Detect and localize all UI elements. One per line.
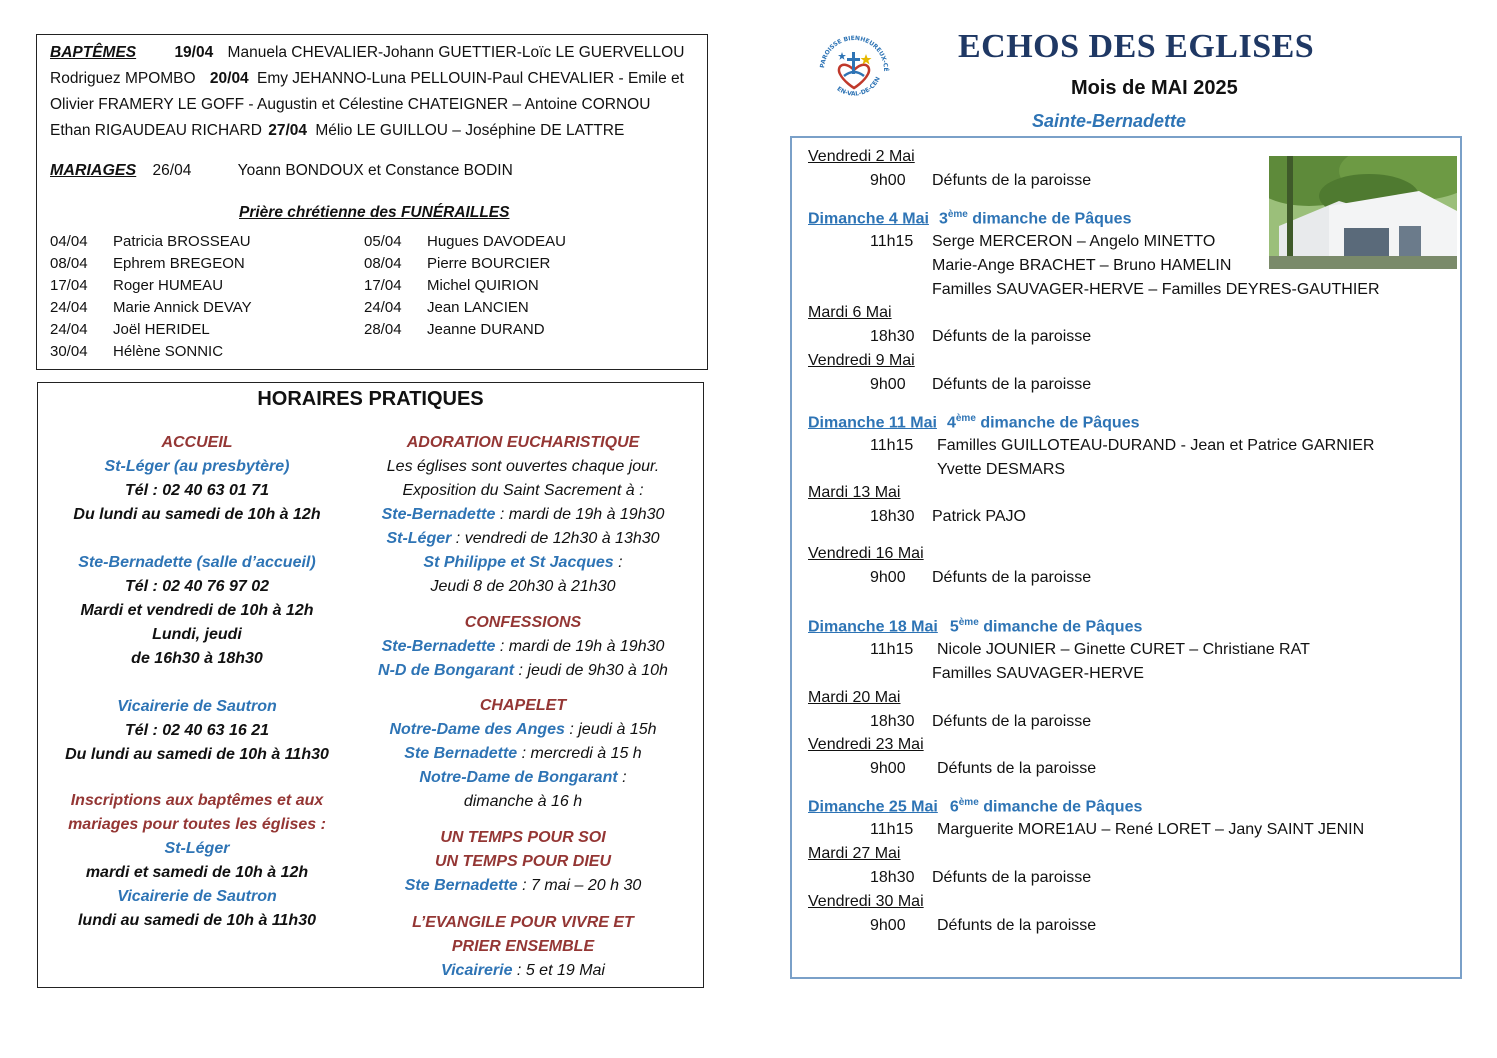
accueil-stbern-h1: Mardi et vendredi de 10h à 12h xyxy=(80,602,314,619)
mass-tue-27 xyxy=(870,869,1091,887)
day-label: Vendredi 30 Mai xyxy=(808,893,924,910)
funeral-date: 08/04 xyxy=(50,255,88,272)
mariages-line xyxy=(50,162,513,180)
funeral-name: Pierre BOURCIER xyxy=(427,255,551,272)
adoration-l2: Exposition du Saint Sacrement à : xyxy=(402,482,644,499)
chapelet-ndb-hours: dimanche à 16 h xyxy=(463,793,583,810)
accueil-stleger-hours: Du lundi au samedi de 10h à 12h xyxy=(73,506,321,523)
sunday-ordinal-suffix: ème xyxy=(955,413,976,424)
mass-time: 9h00 xyxy=(870,172,906,189)
day-label: Vendredi 9 Mai xyxy=(808,352,915,369)
day-fri-16 xyxy=(808,545,924,563)
day-sun-18 xyxy=(808,617,1142,636)
funeral-row xyxy=(50,231,252,253)
funeral-name: Hélène SONNIC xyxy=(113,343,224,360)
day-label: Dimanche 4 Mai xyxy=(808,210,929,228)
funeral-date: 17/04 xyxy=(364,277,402,294)
accueil-title: ACCUEIL xyxy=(161,434,233,451)
baptemes-line-4 xyxy=(50,122,624,140)
adoration-sl: St-Léger xyxy=(386,530,452,547)
mass-intention: Défunts de la paroisse xyxy=(932,376,1092,393)
accueil-stbern: Ste-Bernadette (salle d’accueil) xyxy=(78,554,316,571)
mass-sun-25 xyxy=(870,821,1364,839)
day-label: Mardi 13 Mai xyxy=(808,484,901,501)
mass-intention: Défunts de la paroisse xyxy=(932,569,1092,586)
baptemes-names: Manuela CHEVALIER-Johann GUETTIER-Loïc LE GUERVELLOU xyxy=(227,44,685,61)
inscriptions-stleger-h: mardi et samedi de 10h à 12h xyxy=(85,864,309,881)
chapelet-nda: Notre-Dame des Anges xyxy=(389,721,565,738)
adoration-l1: Les églises sont ouvertes chaque jour. xyxy=(386,458,660,475)
mass-intention: Familles GUILLOTEAU-DURAND - Jean et Patrice GARNIER xyxy=(937,437,1375,454)
accueil-stbern-h2: Lundi, jeudi xyxy=(152,626,242,643)
sunday-label: dimanche de Pâques xyxy=(978,798,1143,816)
funerailles-title: Prière chrétienne des FUNÉRAILLES xyxy=(239,204,510,221)
accueil-stleger-tel: Tél : 02 40 63 01 71 xyxy=(124,482,270,499)
mass-intention: Défunts de la paroisse xyxy=(937,917,1097,934)
day-sun-25 xyxy=(808,797,1142,816)
baptemes-pre: Rodriguez MPOMBO xyxy=(50,70,196,87)
evangile-vic: Vicairerie xyxy=(441,962,513,979)
evangile-t1: L’EVANGILE POUR VIVRE ET xyxy=(412,914,634,931)
chapelet-ndb: Notre-Dame de Bongarant xyxy=(419,769,618,786)
mass-intention-cont: Familles SAUVAGER-HERVE – Familles DEYRES-GAUTHIER xyxy=(932,281,1380,298)
funeral-row xyxy=(50,341,252,363)
mass-sun-18 xyxy=(870,641,1310,659)
funerailles-col-1 xyxy=(50,231,252,363)
day-tue-13 xyxy=(808,484,900,502)
mass-time: 18h30 xyxy=(870,869,915,886)
mass-tue-6 xyxy=(870,328,1091,346)
funeral-row xyxy=(364,319,566,341)
adoration-sb: Ste-Bernadette xyxy=(381,506,496,523)
sunday-ordinal: 5 xyxy=(949,618,959,636)
bulletin-title: ECHOS DES EGLISES xyxy=(958,28,1315,65)
sunday-label: dimanche de Pâques xyxy=(978,618,1143,636)
inscriptions-l2: mariages pour toutes les églises : xyxy=(68,816,326,833)
funeral-date: 08/04 xyxy=(364,255,402,272)
confessions-title: CONFESSIONS xyxy=(464,614,582,631)
funeral-row xyxy=(364,297,566,319)
sacraments-box xyxy=(36,34,708,370)
baptemes-date: 27/04 xyxy=(268,122,307,139)
accueil-vic-tel: Tél : 02 40 63 16 21 xyxy=(124,722,270,739)
mass-fri-16 xyxy=(870,569,1091,587)
baptemes-pre: Ethan RIGAUDEAU RICHARD xyxy=(50,122,262,139)
confessions-sb-time: : mardi de 19h à 19h30 xyxy=(495,638,665,655)
accueil-section xyxy=(42,431,352,933)
adoration-sb-time: : mardi de 19h à 19h30 xyxy=(495,506,665,523)
mass-intention: Défunts de la paroisse xyxy=(932,713,1092,730)
church-name: Sainte-Bernadette xyxy=(1032,111,1187,131)
day-label: Mardi 20 Mai xyxy=(808,689,901,706)
mass-intention: Défunts de la paroisse xyxy=(937,760,1097,777)
funeral-name: Ephrem BREGEON xyxy=(113,255,245,272)
day-label: Dimanche 25 Mai xyxy=(808,798,938,816)
sunday-ordinal-suffix: ème xyxy=(958,617,979,628)
mass-sun-11 xyxy=(870,437,1374,455)
adoration-title: ADORATION EUCHARISTIQUE xyxy=(406,434,640,451)
sunday-ordinal: 4 xyxy=(946,414,956,432)
mass-sun-4 xyxy=(870,233,1215,251)
chapelet-ndb-colon: : xyxy=(617,769,627,786)
sunday-ordinal-suffix: ème xyxy=(947,209,968,220)
sunday-label: dimanche de Pâques xyxy=(967,210,1132,228)
horaires-title: HORAIRES PRATIQUES xyxy=(257,388,484,410)
baptemes-date: 19/04 xyxy=(174,44,214,61)
day-label: Vendredi 23 Mai xyxy=(808,736,924,753)
mass-time: 18h30 xyxy=(870,508,915,525)
adoration-sp-hours: Jeudi 8 de 20h30 à 21h30 xyxy=(430,578,616,595)
parish-logo xyxy=(814,28,894,108)
funeral-row xyxy=(50,319,252,341)
day-sun-4 xyxy=(808,209,1131,228)
funeral-date: 04/04 xyxy=(50,233,88,250)
chapelet-sb: Ste Bernadette xyxy=(404,745,518,762)
mariages-names: Yoann BONDOUX et Constance BODIN xyxy=(237,162,513,179)
mass-time: 9h00 xyxy=(870,760,906,777)
inscriptions-vic-h: lundi au samedi de 10h à 11h30 xyxy=(77,912,316,929)
sunday-ordinal: 3 xyxy=(938,210,948,228)
mass-intention: Défunts de la paroisse xyxy=(932,172,1092,189)
funeral-name: Joël HERIDEL xyxy=(113,321,210,338)
sunday-label: dimanche de Pâques xyxy=(975,414,1140,432)
inscriptions-vic: Vicairerie de Sautron xyxy=(117,888,277,905)
evangile-vic-time: : 5 et 19 Mai xyxy=(512,962,605,979)
funeral-row xyxy=(364,275,566,297)
funeral-date: 28/04 xyxy=(364,321,402,338)
confessions-nd: N-D de Bongarant xyxy=(378,662,515,679)
bulletin-subtitle: Mois de MAI 2025 xyxy=(1071,77,1238,99)
funeral-name: Jean LANCIEN xyxy=(427,299,529,316)
chapelet-sb-time: : mercredi à 15 h xyxy=(517,745,642,762)
temps-sb-time: : 7 mai – 20 h 30 xyxy=(517,877,642,894)
day-sun-11 xyxy=(808,413,1139,432)
church-photo-image xyxy=(1269,156,1457,269)
chapelet-title: CHAPELET xyxy=(479,697,567,714)
funeral-date: 05/04 xyxy=(364,233,402,250)
sunday-ordinal: 6 xyxy=(949,798,959,816)
mass-tue-13 xyxy=(870,508,1026,526)
baptemes-names: Emy JEHANNO-Luna PELLOUIN-Paul CHEVALIER - Emile et xyxy=(257,70,684,87)
day-label: Dimanche 11 Mai xyxy=(808,414,937,432)
mass-time: 9h00 xyxy=(870,917,906,934)
mass-intention-cont: Familles SAUVAGER-HERVE xyxy=(932,665,1144,682)
adoration-sl-time: : vendredi de 12h30 à 13h30 xyxy=(451,530,660,547)
mass-fri-9 xyxy=(870,376,1091,394)
funeral-name: Michel QUIRION xyxy=(427,277,539,294)
confessions-nd-time: : jeudi de 9h30 à 10h xyxy=(514,662,668,679)
day-label: Mardi 6 Mai xyxy=(808,304,892,321)
funeral-row xyxy=(364,253,566,275)
confessions-sb: Ste-Bernadette xyxy=(381,638,496,655)
funeral-name: Jeanne DURAND xyxy=(427,321,545,338)
funeral-name: Patricia BROSSEAU xyxy=(113,233,251,250)
mass-fri-2 xyxy=(870,172,1091,190)
funeral-row xyxy=(50,275,252,297)
day-fri-2 xyxy=(808,148,915,166)
funeral-name: Roger HUMEAU xyxy=(113,277,224,294)
svg-text:EN-VAL-DE-CENS: EN-VAL-DE-CEN xyxy=(835,75,882,98)
day-fri-23 xyxy=(808,736,924,754)
baptemes-names: Mélio LE GUILLOU – Joséphine DE LATTRE xyxy=(315,122,625,139)
baptemes-line-2 xyxy=(50,70,684,88)
adoration-sp-colon: : xyxy=(613,554,623,571)
adoration-section xyxy=(367,431,679,983)
funeral-date: 24/04 xyxy=(364,299,402,316)
funeral-row xyxy=(364,231,566,253)
temps-t2: UN TEMPS POUR DIEU xyxy=(434,853,611,870)
day-label: Vendredi 2 Mai xyxy=(808,148,915,165)
mass-intention: Défunts de la paroisse xyxy=(932,869,1092,886)
mass-intention-cont: Yvette DESMARS xyxy=(937,461,1066,478)
mass-intention: Nicole JOUNIER – Ginette CURET – Christiane RAT xyxy=(937,641,1310,658)
sunday-ordinal-suffix: ème xyxy=(958,797,979,808)
inscriptions-stleger: St-Léger xyxy=(164,840,230,857)
accueil-vic-hours: Du lundi au samedi de 10h à 11h30 xyxy=(65,746,329,763)
day-tue-6 xyxy=(808,304,892,322)
day-label: Dimanche 18 Mai xyxy=(808,618,938,636)
mass-intention: Défunts de la paroisse xyxy=(932,328,1092,345)
mass-time: 18h30 xyxy=(870,328,915,345)
mass-time: 11h15 xyxy=(870,821,914,838)
accueil-stbern-tel: Tél : 02 40 76 97 02 xyxy=(124,578,270,595)
funeral-name: Hugues DAVODEAU xyxy=(427,233,566,250)
funeral-name: Marie Annick DEVAY xyxy=(113,299,252,316)
mass-time: 11h15 xyxy=(870,233,914,250)
day-tue-20 xyxy=(808,689,900,707)
mass-time: 9h00 xyxy=(870,569,906,586)
funeral-date: 24/04 xyxy=(50,299,88,316)
funerailles-col-2 xyxy=(364,231,566,341)
funeral-row xyxy=(50,297,252,319)
funeral-date: 30/04 xyxy=(50,343,88,360)
mass-intention: Serge MERCERON – Angelo MINETTO xyxy=(932,233,1216,250)
baptemes-date: 20/04 xyxy=(209,70,249,87)
baptemes-title: BAPTÊMES xyxy=(50,44,137,61)
day-label: Vendredi 16 Mai xyxy=(808,545,924,562)
mass-time: 11h15 xyxy=(870,437,914,454)
mass-time: 9h00 xyxy=(870,376,906,393)
day-label: Mardi 27 Mai xyxy=(808,845,901,862)
chapelet-nda-time: : jeudi à 15h xyxy=(564,721,657,738)
funeral-row xyxy=(50,253,252,275)
baptemes-line-1 xyxy=(50,44,684,62)
mass-time: 11h15 xyxy=(870,641,914,658)
day-fri-30 xyxy=(808,893,924,911)
mariages-title: MARIAGES xyxy=(50,162,137,179)
accueil-vic: Vicairerie de Sautron xyxy=(117,698,277,715)
mass-intention: Patrick PAJO xyxy=(932,508,1026,525)
baptemes-line-3: Olivier FRAMERY LE GOFF - Augustin et Célestine CHATEIGNER – Antoine CORNOU xyxy=(50,96,651,113)
mass-time: 18h30 xyxy=(870,713,915,730)
accueil-stleger: St-Léger (au presbytère) xyxy=(104,458,290,475)
mass-fri-23 xyxy=(870,760,1096,778)
funeral-date: 24/04 xyxy=(50,321,88,338)
temps-sb: Ste Bernadette xyxy=(404,877,518,894)
svg-text:PAROISSE BIENHEUREUX-CÉLESTIN-: PAROISSE BIENHEUREUX-CÉ xyxy=(819,34,890,72)
day-fri-9 xyxy=(808,352,915,370)
mass-intention-cont: Marie-Ange BRACHET – Bruno HAMELIN xyxy=(932,257,1232,274)
schedule-box xyxy=(790,136,1462,979)
inscriptions-l1: Inscriptions aux baptêmes et aux xyxy=(70,792,324,809)
adoration-sp: St Philippe et St Jacques xyxy=(423,554,614,571)
evangile-t2: PRIER ENSEMBLE xyxy=(451,938,595,955)
mass-intention: Marguerite MORE1AU – René LORET – Jany SAINT JENIN xyxy=(937,821,1365,838)
accueil-stbern-h3: de 16h30 à 18h30 xyxy=(131,650,263,667)
parish-logo-icon xyxy=(814,28,894,108)
mass-fri-30 xyxy=(870,917,1096,935)
mass-tue-20 xyxy=(870,713,1091,731)
church-photo xyxy=(1269,156,1457,269)
day-tue-27 xyxy=(808,845,900,863)
funeral-date: 17/04 xyxy=(50,277,88,294)
horaires-box xyxy=(37,382,704,988)
temps-t1: UN TEMPS POUR SOI xyxy=(440,829,606,846)
mariages-date: 26/04 xyxy=(152,162,192,179)
